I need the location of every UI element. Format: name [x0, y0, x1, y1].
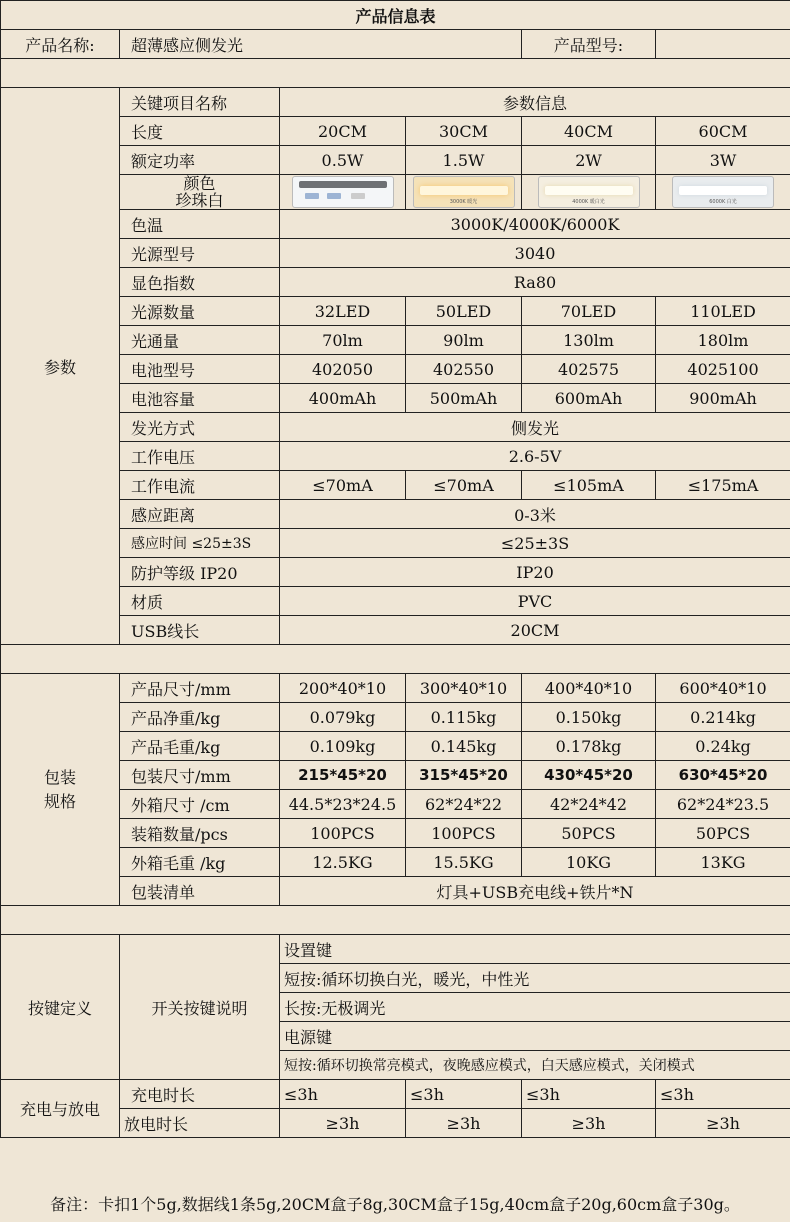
row-label: 光通量	[120, 326, 280, 355]
table-row	[1, 384, 790, 413]
model-label: 产品型号:	[522, 30, 656, 59]
cell: 70LED	[522, 297, 656, 326]
cell: 0.150kg	[522, 703, 656, 732]
row-label: 产品毛重/kg	[120, 732, 280, 761]
row-label: USB线长	[120, 616, 280, 645]
row-label: 装箱数量/pcs	[120, 819, 280, 848]
table-row	[1, 877, 790, 906]
params-section-label: 参数	[1, 88, 120, 645]
product-accessories-image	[292, 176, 394, 208]
cell: 300*40*10	[406, 674, 522, 703]
row-label: 包装清单	[120, 877, 280, 906]
cell: ≤3h	[656, 1080, 790, 1109]
cell: 900mAh	[656, 384, 790, 413]
model-value	[656, 30, 790, 59]
row-label: 产品净重/kg	[120, 703, 280, 732]
cell: ≤3h	[522, 1080, 656, 1109]
product-name-label: 产品名称:	[1, 30, 120, 59]
keys-subsection-label: 开关按键说明	[120, 935, 280, 1080]
cell: 0.24kg	[656, 732, 790, 761]
cell: 215*45*20	[280, 761, 406, 790]
cell: 315*45*20	[406, 761, 522, 790]
cell: 100PCS	[280, 819, 406, 848]
cell: 50LED	[406, 297, 522, 326]
cell: 600mAh	[522, 384, 656, 413]
color-image-cell	[406, 175, 522, 210]
table-row	[1, 146, 790, 175]
cell: ≤175mA	[656, 471, 790, 500]
cell: 20CM	[280, 616, 790, 645]
table-row	[1, 1109, 790, 1138]
table-row	[1, 529, 790, 558]
cell: ≤3h	[406, 1080, 522, 1109]
cell: 20CM	[280, 117, 406, 146]
cell: PVC	[280, 587, 790, 616]
table-row	[1, 674, 790, 703]
cell: 400mAh	[280, 384, 406, 413]
row-label: 材质	[120, 587, 280, 616]
row-label: 放电时长	[120, 1109, 280, 1138]
swatch-caption: 6000K 白光	[709, 199, 737, 205]
row-label: 色温	[120, 210, 280, 239]
table-row	[1, 442, 790, 471]
row-label: 电池型号	[120, 355, 280, 384]
cell: 44.5*23*24.5	[280, 790, 406, 819]
cell: 15.5KG	[406, 848, 522, 877]
cool-light-image	[672, 176, 774, 208]
cell: 110LED	[656, 297, 790, 326]
cell: 500mAh	[406, 384, 522, 413]
warm-light-image	[413, 176, 515, 208]
table-row	[1, 413, 790, 442]
row-label: 产品尺寸/mm	[120, 674, 280, 703]
row-label: 电池容量	[120, 384, 280, 413]
row-label: 充电时长	[120, 1080, 280, 1109]
row-label: 长度	[120, 117, 280, 146]
color-image-cell	[656, 175, 790, 210]
table-row	[1, 1080, 790, 1109]
table-row	[1, 616, 790, 645]
cell: 灯具+USB充电线+铁片*N	[280, 877, 790, 906]
product-name-value: 超薄感应侧发光	[120, 30, 522, 59]
row-label: 额定功率	[120, 146, 280, 175]
cell: 0.145kg	[406, 732, 522, 761]
row-label: 感应时间 ≤25±3S	[120, 529, 280, 558]
cell: Ra80	[280, 268, 790, 297]
cell: 12.5KG	[280, 848, 406, 877]
table-title: 产品信息表	[1, 1, 790, 30]
table-row	[1, 239, 790, 268]
table-row	[1, 761, 790, 790]
table-row	[1, 848, 790, 877]
neutral-light-image	[538, 176, 640, 208]
packing-section-line: 规格	[43, 791, 76, 811]
cell: 430*45*20	[522, 761, 656, 790]
cell: 0.5W	[280, 146, 406, 175]
charge-section-label: 充电与放电	[1, 1080, 120, 1138]
color-sublabel: 珍珠白	[175, 191, 224, 210]
cell: 50PCS	[522, 819, 656, 848]
row-label: 光源型号	[120, 239, 280, 268]
color-row	[1, 175, 790, 210]
swatch-caption: 4000K 暖白光	[572, 199, 605, 205]
spacer-row	[1, 906, 790, 935]
cell: 0.115kg	[406, 703, 522, 732]
spacer-row	[1, 59, 790, 88]
cell: 90lm	[406, 326, 522, 355]
swatch-caption: 3000K 暖光	[449, 199, 478, 205]
cell: 3W	[656, 146, 790, 175]
table-row	[1, 355, 790, 384]
cell: 13KG	[656, 848, 790, 877]
row-label: 工作电压	[120, 442, 280, 471]
key-line: 短按:循环切换白光，暖光，中性光	[280, 964, 790, 993]
row-label: 发光方式	[120, 413, 280, 442]
table-row	[1, 558, 790, 587]
table-row	[1, 268, 790, 297]
cell: 402050	[280, 355, 406, 384]
cell: ≥3h	[656, 1109, 790, 1138]
cell: ≥3h	[280, 1109, 406, 1138]
table-row	[1, 210, 790, 239]
key-line: 短按:循环切换常亮模式，夜晚感应模式，白天感应模式，关闭模式	[280, 1051, 790, 1080]
color-label: 颜色	[183, 174, 216, 193]
cell: 1.5W	[406, 146, 522, 175]
cell: 70lm	[280, 326, 406, 355]
cell: 10KG	[522, 848, 656, 877]
row-label: 显色指数	[120, 268, 280, 297]
table-row	[1, 500, 790, 529]
key-line: 长按:无极调光	[280, 993, 790, 1022]
cell: ≤25±3S	[280, 529, 790, 558]
cell: 50PCS	[656, 819, 790, 848]
row-label: 工作电流	[120, 471, 280, 500]
cell: 0.214kg	[656, 703, 790, 732]
cell: 62*24*22	[406, 790, 522, 819]
cell: 40CM	[522, 117, 656, 146]
cell: 2W	[522, 146, 656, 175]
cell: ≥3h	[406, 1109, 522, 1138]
cell: 0-3米	[280, 500, 790, 529]
cell: 3040	[280, 239, 790, 268]
table-row	[1, 732, 790, 761]
cell: 180lm	[656, 326, 790, 355]
color-image-cell	[522, 175, 656, 210]
row-label: 防护等级 IP20	[120, 558, 280, 587]
cell: 侧发光	[280, 413, 790, 442]
cell: 402575	[522, 355, 656, 384]
cell: ≤105mA	[522, 471, 656, 500]
cell: 2.6-5V	[280, 442, 790, 471]
cell: 600*40*10	[656, 674, 790, 703]
key-line: 电源键	[280, 1022, 790, 1051]
param-info-header: 参数信息	[280, 88, 790, 117]
cell: 0.079kg	[280, 703, 406, 732]
cell: ≤3h	[280, 1080, 406, 1109]
packing-section-line: 包装	[43, 767, 76, 787]
cell: IP20	[280, 558, 790, 587]
cell: 0.178kg	[522, 732, 656, 761]
cell: 30CM	[406, 117, 522, 146]
cell: 130lm	[522, 326, 656, 355]
cell: 0.109kg	[280, 732, 406, 761]
key-name-header: 关键项目名称	[120, 88, 280, 117]
cell: ≤70mA	[406, 471, 522, 500]
packing-section-label	[1, 674, 120, 906]
row-label: 包装尺寸/mm	[120, 761, 280, 790]
cell: 402550	[406, 355, 522, 384]
cell: 3000K/4000K/6000K	[280, 210, 790, 239]
table-row	[1, 790, 790, 819]
cell: ≥3h	[522, 1109, 656, 1138]
cell: 32LED	[280, 297, 406, 326]
keys-section-label: 按键定义	[1, 935, 120, 1080]
row-label: 感应距离	[120, 500, 280, 529]
row-label: 光源数量	[120, 297, 280, 326]
footnote: 备注：卡扣1个5g,数据线1条5g,20CM盒子8g,30CM盒子15g,40cm盒子20g,60cm盒子30g。	[50, 1195, 740, 1214]
cell: ≤70mA	[280, 471, 406, 500]
color-label-cell	[120, 175, 280, 210]
row-label: 外箱毛重 /kg	[120, 848, 280, 877]
table-row	[1, 819, 790, 848]
table-row	[1, 587, 790, 616]
table-row	[1, 297, 790, 326]
row-label: 外箱尺寸 /cm	[120, 790, 280, 819]
cell: 100PCS	[406, 819, 522, 848]
cell: 62*24*23.5	[656, 790, 790, 819]
cell: 4025100	[656, 355, 790, 384]
table-row	[1, 117, 790, 146]
cell: 60CM	[656, 117, 790, 146]
cell: 400*40*10	[522, 674, 656, 703]
table-row	[1, 471, 790, 500]
table-row	[1, 703, 790, 732]
cell: 630*45*20	[656, 761, 790, 790]
spacer-row	[1, 645, 790, 674]
color-image-cell	[280, 175, 406, 210]
cell: 200*40*10	[280, 674, 406, 703]
key-line: 设置键	[280, 935, 790, 964]
cell: 42*24*42	[522, 790, 656, 819]
table-row	[1, 326, 790, 355]
